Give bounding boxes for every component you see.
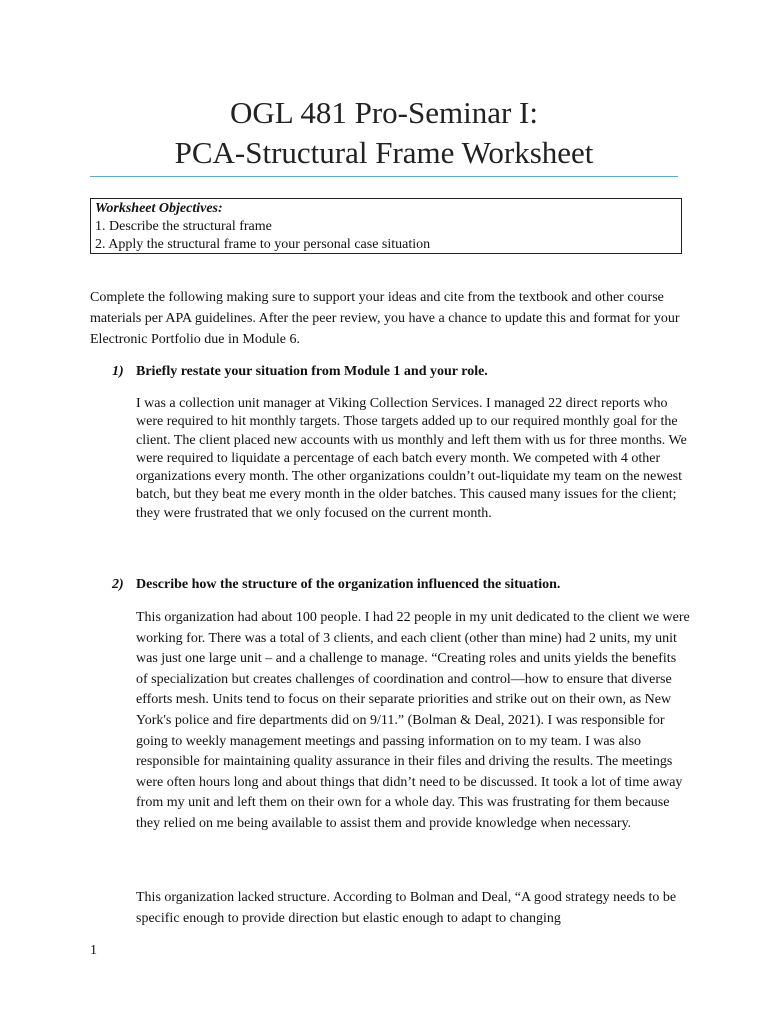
intro-paragraph: Complete the following making sure to support your ideas and cite from the textbook and other course materials per APA guidelines. After the peer review, you have a chance to update this and format for your Electronic Portfolio due in Module 6. xyxy=(90,290,680,347)
question-number: 1) xyxy=(112,364,124,379)
document-title-line-1: OGL 481 Pro-Seminar I: xyxy=(230,95,538,130)
page-number: 1 xyxy=(90,943,97,958)
objective-item: 2. Apply the structural frame to your personal case situation xyxy=(95,237,431,252)
objectives-heading: Worksheet Objectives: xyxy=(95,201,223,216)
question-1 xyxy=(112,362,488,382)
answer-1-paragraph: I was a collection unit manager at Viking Collection Services. I managed 22 direct reports who were required to hit monthly targets. Those targets added up to our required monthly goal for the client. The client placed new accounts with us monthly and left them with us for three months. We were required to liquidate a percentage of each batch every month. We competed with 4 other organizations every month. The other organizations couldn’t out-liquidate my team on the newest batch, but they beat me every month in the older batches. This caused many issues for the client; they were frustrated that we only focused on the current month. xyxy=(136,396,687,521)
question-text: Describe how the structure of the organization influenced the situation. xyxy=(136,577,561,592)
document-title-line-2: PCA-Structural Frame Worksheet xyxy=(174,135,594,170)
question-2 xyxy=(112,575,560,595)
question-text: Briefly restate your situation from Module 1 and your role. xyxy=(136,364,488,379)
question-number: 2) xyxy=(112,577,124,592)
objectives-box xyxy=(90,198,682,254)
answer-2-paragraph-1: This organization had about 100 people. I had 22 people in my unit dedicated to the client we were working for. There was a total of 3 clients, and each client (other than mine) had 2 units, my unit was just one large unit – and a challenge to manage. “Creating roles and units yields the benefits of specialization but creates challenges of coordination and control—how to ensure that diverse efforts mesh. Units tend to focus on their separate priorities and strike out on their own, as New York's police and fire departments did on 9/11.” (Bolman & Deal, 2021). I was responsible for going to weekly management meetings and passing information on to my team. I was also responsible for maintaining quality assurance in their files and driving the results. The meetings were often hours long and about things that didn’t need to be discussed. It took a lot of time away from my unit and left them on their own for a whole day. This was frustrating for them because they relied on me being available to assist them and provide knowledge when necessary. xyxy=(136,610,690,831)
title-divider xyxy=(90,176,678,177)
objective-item: 1. Describe the structural frame xyxy=(95,219,272,234)
answer-2-paragraph-2: This organization lacked structure. According to Bolman and Deal, “A good strategy needs to be specific enough to provide direction but elastic enough to adapt to changing xyxy=(136,890,677,926)
